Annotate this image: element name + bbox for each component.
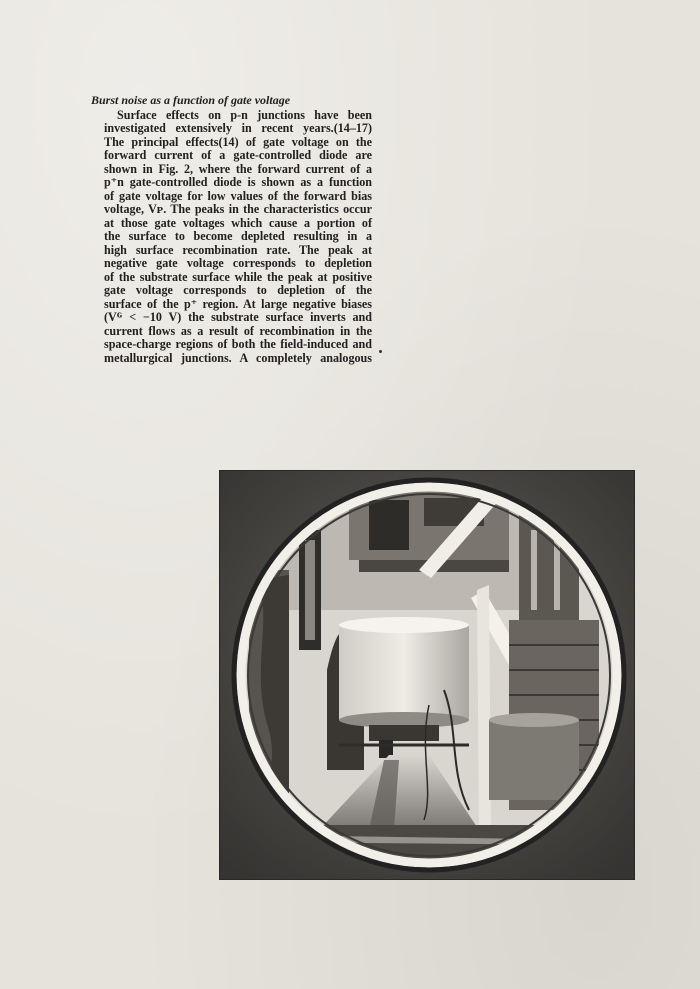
- text-line: voltage, Vᴘ. The peaks in the characteristics occur: [104, 202, 372, 216]
- text-line: p⁺n gate-controlled diode is shown as a function: [104, 175, 372, 189]
- text-line: space-charge regions of both the field-induced and: [104, 337, 372, 351]
- text-line: high surface recombination rate. The peak at: [104, 242, 372, 257]
- section-heading: Burst noise as a function of gate voltage: [91, 93, 291, 107]
- text-line: metallurgical junctions. A completely analogous: [104, 350, 372, 365]
- photograph-illustration: [219, 470, 635, 880]
- text-line: (Vᴳ < −10 V) the substrate surface inverts and: [104, 310, 372, 324]
- text-line: of the substrate surface while the peak at positive: [104, 269, 372, 284]
- text-line: the surface to become depleted resulting in a: [104, 229, 372, 243]
- text-line: forward current of a gate-controlled diode are: [104, 148, 372, 162]
- text-line: surface of the p⁺ region. At large negative biases: [104, 296, 372, 311]
- text-line: investigated extensively in recent years.(14–17): [104, 121, 372, 135]
- text-line: at those gate voltages which cause a portion of: [104, 215, 372, 230]
- text-line: negative gate voltage corresponds to depletion: [104, 256, 372, 270]
- body-paragraph: [91, 109, 372, 366]
- text-line: Surface effects on p-n junctions have been: [117, 107, 372, 122]
- text-line: current flows as a result of recombination in the: [104, 323, 372, 338]
- text-line: of gate voltage for low values of the forward bias: [104, 188, 372, 203]
- porthole-photograph: [219, 470, 635, 880]
- article-text-column: [91, 94, 372, 365]
- text-line: The principal effects(14) of gate voltage on the: [104, 134, 372, 149]
- ink-speck: [379, 350, 382, 353]
- text-line: gate voltage corresponds to depletion of the: [104, 283, 372, 297]
- text-line: shown in Fig. 2, where the forward current of a: [104, 161, 372, 176]
